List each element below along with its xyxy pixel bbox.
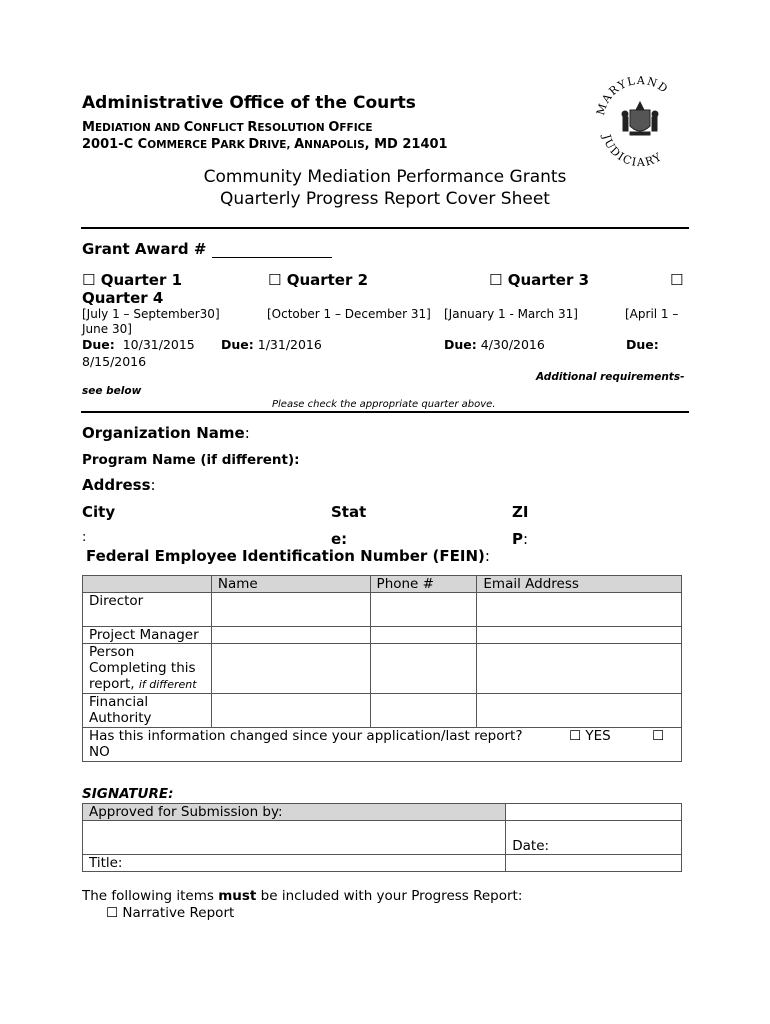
row-label-project-manager: Project Manager bbox=[83, 627, 212, 644]
pm-phone-cell[interactable] bbox=[370, 627, 477, 644]
quarter-note: Please check the appropriate quarter above. bbox=[272, 399, 496, 410]
empty-cell bbox=[506, 804, 682, 821]
checkbox-icon: ☐ bbox=[268, 271, 282, 289]
zip-label-end: P: bbox=[512, 530, 529, 548]
table-header-cell bbox=[83, 576, 212, 593]
state-label[interactable]: Stat bbox=[331, 503, 367, 521]
row-label-director: Director bbox=[83, 593, 212, 627]
quarter-3-option[interactable]: ☐ Quarter 3 bbox=[489, 271, 590, 289]
person-phone-cell[interactable] bbox=[370, 644, 477, 694]
quarter-4-range: [April 1 – bbox=[625, 307, 679, 321]
quarter-1-option[interactable]: ☐ Quarter 1 bbox=[82, 271, 183, 289]
address-label[interactable]: Address: bbox=[82, 476, 156, 494]
fa-phone-cell[interactable] bbox=[370, 694, 477, 728]
table-row bbox=[83, 855, 682, 872]
quarter-1-range: [July 1 – September30] bbox=[82, 307, 220, 321]
quarter-2-range: [October 1 – December 31] bbox=[267, 307, 431, 321]
checkbox-icon: ☐ bbox=[82, 271, 96, 289]
state-label-end: e: bbox=[331, 530, 348, 548]
divider bbox=[81, 411, 689, 413]
form-title-line1: Community Mediation Performance Grants bbox=[203, 167, 567, 187]
table-row bbox=[83, 694, 682, 728]
form-title-line2: Quarterly Progress Report Cover Sheet bbox=[220, 189, 550, 209]
table-row bbox=[83, 644, 682, 694]
address-line: 2001-C COMMERCE PARK DRIVE, ANNAPOLIS, MD 21401 bbox=[82, 137, 448, 152]
svg-text:MARYLAND: MARYLAND bbox=[594, 73, 672, 117]
signature-heading: SIGNATURE: bbox=[82, 786, 174, 802]
person-name-cell[interactable] bbox=[211, 644, 370, 694]
quarter-2-option[interactable]: ☐ Quarter 2 bbox=[268, 271, 369, 289]
pm-email-cell[interactable] bbox=[477, 627, 682, 644]
quarter-1-due: Due: 10/31/2015 bbox=[82, 337, 195, 352]
quarter-4-label: Quarter 4 bbox=[82, 289, 164, 307]
grant-award-field[interactable] bbox=[212, 257, 332, 258]
table-row bbox=[83, 593, 682, 627]
narrative-report-item[interactable]: ☐ Narrative Report bbox=[106, 905, 235, 921]
empty-cell bbox=[506, 855, 682, 872]
yes-checkbox[interactable]: ☐ YES bbox=[569, 728, 611, 744]
fa-name-cell[interactable] bbox=[211, 694, 370, 728]
signature-table bbox=[82, 803, 682, 872]
approved-label: Approved for Submission by: bbox=[83, 804, 506, 821]
table-row bbox=[83, 627, 682, 644]
table-row bbox=[83, 821, 682, 855]
info-changed-question: Has this information changed since your application/last report? bbox=[89, 728, 523, 744]
grant-award-label: Grant Award # bbox=[82, 240, 207, 258]
table-row bbox=[83, 728, 682, 762]
required-items-intro: The following items must be included with your Progress Report: bbox=[82, 888, 523, 904]
quarter-4-checkbox[interactable]: ☐ bbox=[670, 271, 684, 289]
quarter-4-range-end: June 30] bbox=[82, 322, 132, 336]
quarter-3-due: Due: 4/30/2016 bbox=[444, 337, 545, 352]
info-changed-cell bbox=[83, 728, 682, 762]
see-below: see below bbox=[82, 385, 142, 397]
director-email-cell[interactable] bbox=[477, 593, 682, 627]
row-label-person-completing: Person Completing this report, if different bbox=[83, 644, 212, 694]
table-header-cell: Email Address bbox=[477, 576, 682, 593]
quarter-4-due: 8/15/2016 bbox=[82, 354, 147, 369]
department-line: MEDIATION AND CONFLICT RESOLUTION OFFICE bbox=[82, 120, 373, 135]
title-field[interactable]: Title: bbox=[83, 855, 506, 872]
pm-name-cell[interactable] bbox=[211, 627, 370, 644]
director-name-cell[interactable] bbox=[211, 593, 370, 627]
quarter-2-due: Due: 1/31/2016 bbox=[221, 337, 322, 352]
row-label-financial-authority: Financial Authority bbox=[83, 694, 212, 728]
city-colon: : bbox=[82, 530, 87, 545]
program-name-label[interactable]: Program Name (if different): bbox=[82, 452, 300, 468]
maryland-judiciary-seal-icon bbox=[590, 70, 690, 170]
no-checkbox[interactable]: ☐ bbox=[652, 728, 665, 744]
additional-requirements: Additional requirements- bbox=[536, 371, 685, 383]
table-header-cell: Name bbox=[211, 576, 370, 593]
table-row bbox=[83, 804, 682, 821]
zip-label[interactable]: ZI bbox=[512, 503, 529, 521]
signature-field[interactable] bbox=[83, 821, 506, 855]
person-email-cell[interactable] bbox=[477, 644, 682, 694]
svg-text:JUDICIARY: JUDICIARY bbox=[599, 133, 665, 170]
contacts-table bbox=[82, 575, 682, 762]
office-title: Administrative Office of the Courts bbox=[82, 93, 416, 113]
fein-label[interactable]: Federal Employee Identification Number (FEIN): bbox=[86, 547, 490, 565]
date-field[interactable]: Date: bbox=[506, 821, 682, 855]
director-phone-cell[interactable] bbox=[370, 593, 477, 627]
fa-email-cell[interactable] bbox=[477, 694, 682, 728]
no-label: NO bbox=[89, 744, 110, 760]
quarter-4-due-label: Due: bbox=[626, 337, 659, 352]
quarter-3-range: [January 1 - March 31] bbox=[444, 307, 578, 321]
table-header-cell: Phone # bbox=[370, 576, 477, 593]
checkbox-icon: ☐ bbox=[489, 271, 503, 289]
city-label[interactable]: City bbox=[82, 503, 116, 521]
table-header-row bbox=[83, 576, 682, 593]
divider bbox=[81, 227, 689, 229]
organization-name-label[interactable]: Organization Name: bbox=[82, 424, 250, 442]
